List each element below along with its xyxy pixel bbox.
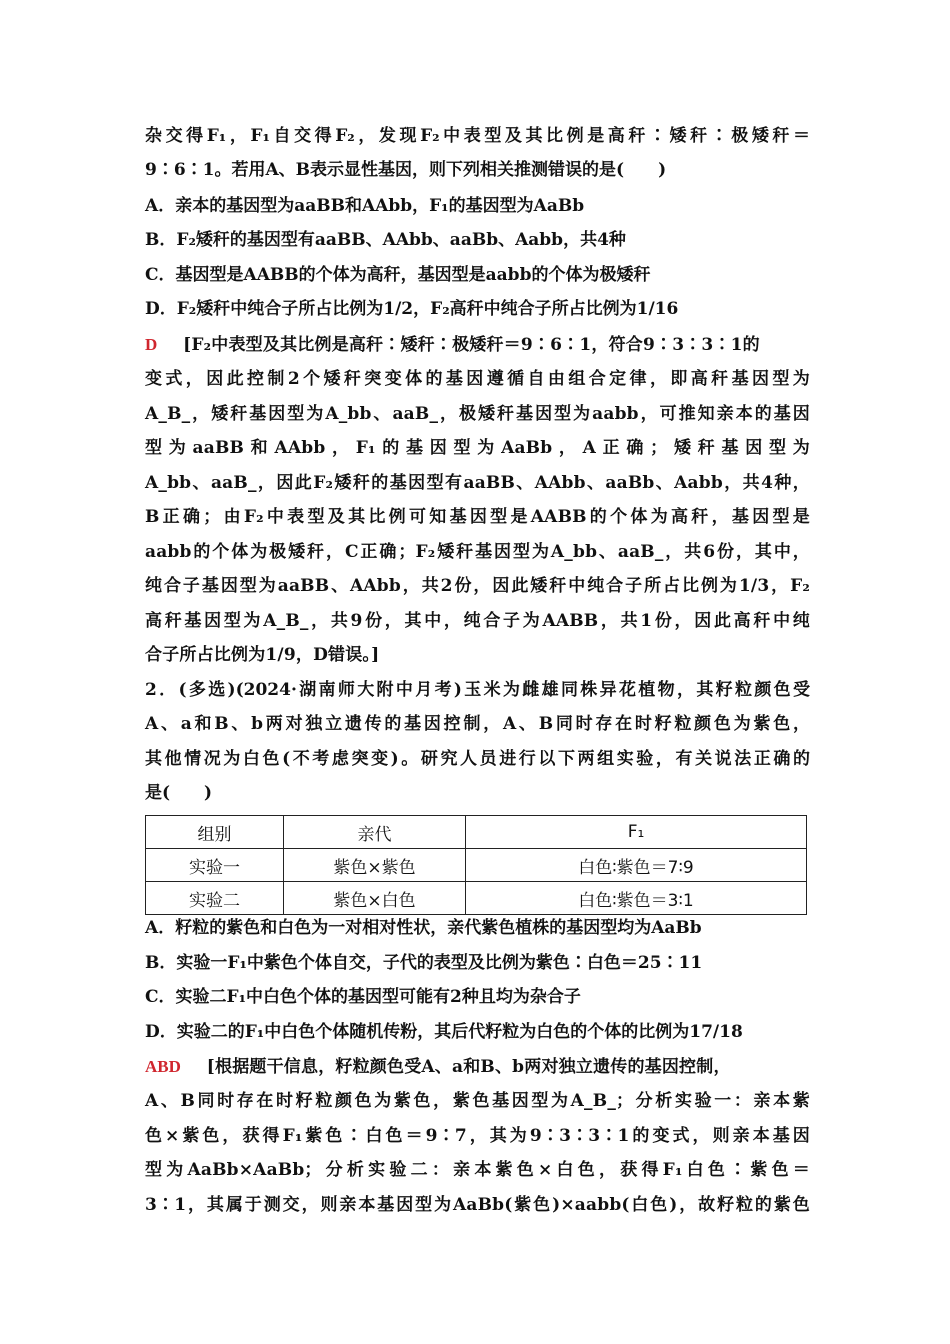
q2-option-c: C．实验二F₁中白色个体的基因型可能有2种且均为杂合子 (145, 987, 581, 1007)
table-row (146, 882, 807, 915)
q2-stem-line: A、a和B、b两对独立遗传的基因控制，A、B同时存在时籽粒颜色为紫色， (145, 714, 810, 734)
q2-stem-line: 2．(多选)(2024·湖南师大附中月考)玉米为雌雄同株异花植物，其籽粒颜色受 (145, 680, 810, 700)
table-cell: 白色∶紫色＝3∶1 (466, 882, 807, 915)
q2-option-a: A．籽粒的紫色和白色为一对相对性状，亲代紫色植株的基因型均为AaBb (145, 918, 702, 938)
table-header-cell: 亲代 (284, 816, 466, 849)
q1-explanation-line: A_bb、aaB_，因此F₂矮秆的基因型有aaBB、AAbb、aaBb、Aabb，共4种， (145, 473, 810, 493)
q1-explanation-line: A_B_，矮秆基因型为A_bb、aaB_，极矮秆基因型为aabb，可推知亲本的基因 (145, 404, 810, 424)
experiment-table (145, 815, 807, 915)
q1-explanation-line: aabb的个体为极矮秆，C正确；F₂矮秆基因型为A_bb、aaB_，共6份，其中， (145, 542, 810, 562)
table-cell: 紫色×紫色 (284, 849, 466, 882)
q1-explanation-line: B正确；由F₂中表型及其比例可知基因型是AABB的个体为高秆，基因型是 (145, 507, 810, 527)
table-cell: 紫色×白色 (284, 882, 466, 915)
q1-option-b: B．F₂矮秆的基因型有aaBB、AAbb、aaBb、Aabb，共4种 (145, 230, 626, 250)
q1-explanation-line: 纯合子基因型为aaBB、AAbb，共2份，因此矮秆中纯合子所占比例为1/3，F₂ (145, 576, 810, 596)
table-header-cell: 组别 (146, 816, 284, 849)
q1-option-d: D．F₂矮秆中纯合子所占比例为1/2，F₂高秆中纯合子所占比例为1/16 (145, 299, 679, 319)
table-cell: 实验一 (146, 849, 284, 882)
q1-stem-line-2: 9∶6∶1。若用A、B表示显性基因，则下列相关推测错误的是( ) (145, 160, 667, 180)
q1-explanation-line: 变式，因此控制2个矮秆突变体的基因遵循自由组合定律，即高秆基因型为 (145, 369, 810, 389)
q2-explanation-line: A、B同时存在时籽粒颜色为紫色，紫色基因型为A_B_；分析实验一：亲本紫 (145, 1091, 810, 1111)
q1-stem-line-1: 杂交得F₁，F₁自交得F₂，发现F₂中表型及其比例是高秆∶矮秆∶极矮秆＝ (145, 126, 810, 146)
q1-answer: D (145, 335, 158, 354)
q2-explanation-line: 型为AaBb×AaBb；分析实验二：亲本紫色×白色，获得F₁白色∶紫色＝ (145, 1160, 810, 1180)
table-cell: 实验二 (146, 882, 284, 915)
q1-option-a: A．亲本的基因型为aaBB和AAbb，F₁的基因型为AaBb (145, 196, 585, 216)
q2-option-b: B．实验一F₁中紫色个体自交，子代的表型及比例为紫色∶白色＝25∶11 (145, 953, 703, 973)
table-header-cell: F₁ (466, 816, 807, 849)
table-row (146, 849, 807, 882)
q1-explanation-line: 高秆基因型为A_B_，共9份，其中，纯合子为AABB，共1份，因此高秆中纯 (145, 611, 810, 631)
q1-explanation-line: [F₂中表型及其比例是高秆∶矮秆∶极矮秆＝9∶6∶1，符合9∶3∶3∶1的 (183, 335, 760, 355)
q2-stem-line: 是( ) (145, 783, 213, 803)
q1-explanation-first-line (145, 334, 760, 356)
q2-explanation-line: 3∶1，其属于测交，则亲本基因型为AaBb(紫色)×aabb(白色)，故籽粒的紫色 (145, 1195, 810, 1215)
q1-explanation-line: 型为aaBB和AAbb，F₁的基因型为AaBb，A正确；矮秆基因型为 (145, 438, 810, 458)
q2-explanation-line: 色×紫色，获得F₁紫色∶白色＝9∶7，其为9∶3∶3∶1的变式，则亲本基因 (145, 1126, 810, 1146)
q2-answer: ABD (145, 1057, 181, 1076)
table-header-row (146, 816, 807, 849)
q2-explanation-first-line (145, 1056, 731, 1078)
q2-option-d: D．实验二的F₁中白色个体随机传粉，其后代籽粒为白色的个体的比例为17/18 (145, 1022, 743, 1042)
q2-stem-line: 其他情况为白色(不考虑突变)。研究人员进行以下两组实验，有关说法正确的 (145, 749, 810, 769)
table-cell: 白色∶紫色＝7∶9 (466, 849, 807, 882)
q1-option-c: C．基因型是AABB的个体为高秆，基因型是aabb的个体为极矮秆 (145, 265, 651, 285)
q2-explanation-line: [根据题干信息，籽粒颜色受A、a和B、b两对独立遗传的基因控制， (206, 1057, 731, 1077)
q1-explanation-line: 合子所占比例为1/9，D错误。] (145, 645, 380, 665)
